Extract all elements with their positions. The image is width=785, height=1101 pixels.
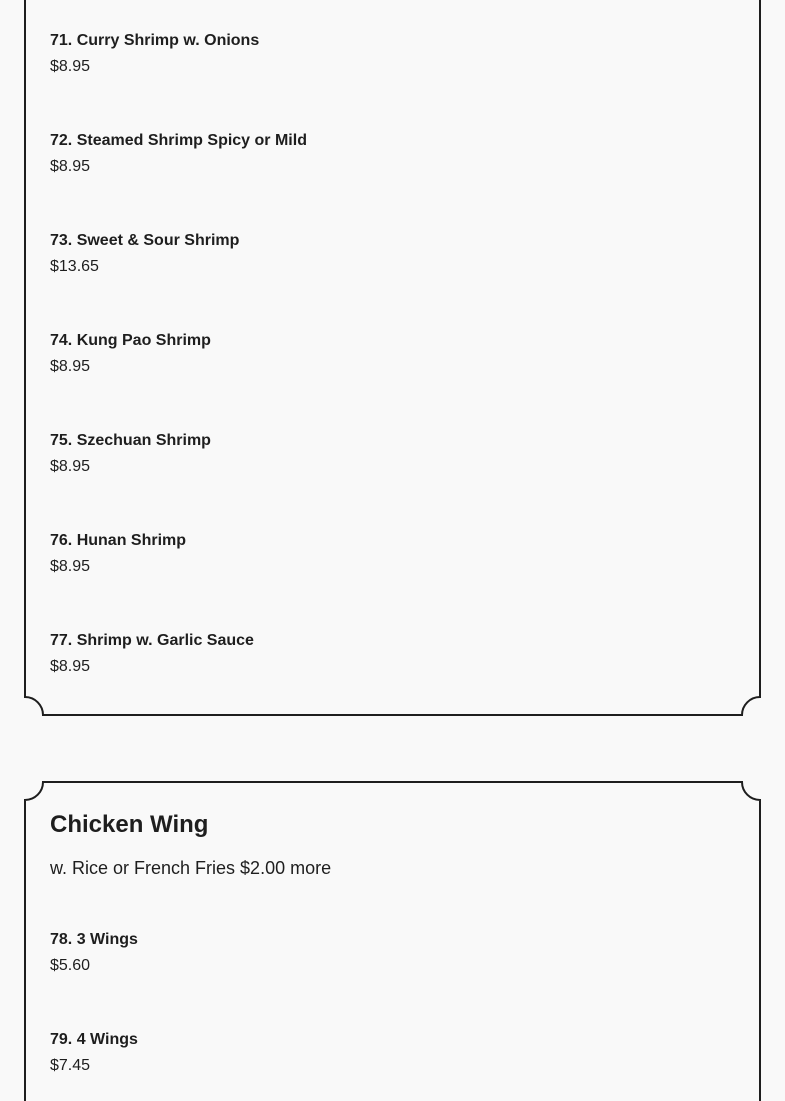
menu-item-name: 76. Hunan Shrimp: [50, 532, 187, 549]
menu-item-price: $8.95: [50, 158, 91, 175]
shrimp-menu-card: [24, 0, 761, 717]
menu-item-price: $8.95: [50, 658, 91, 675]
menu-item-name: 73. Sweet & Sour Shrimp: [50, 232, 240, 249]
menu-item-name: 77. Shrimp w. Garlic Sauce: [50, 632, 254, 649]
menu-item[interactable]: [50, 231, 239, 277]
menu-item-price: $8.95: [50, 358, 91, 375]
menu-item-name: 78. 3 Wings: [50, 931, 138, 948]
menu-item[interactable]: [50, 131, 307, 177]
chicken-wing-menu-card: [24, 781, 761, 1101]
section-title: Chicken Wing: [50, 811, 209, 838]
menu-item[interactable]: [50, 331, 211, 377]
menu-item-name: 72. Steamed Shrimp Spicy or Mild: [50, 132, 307, 149]
menu-item-price: $5.60: [50, 957, 91, 974]
menu-item-name: 75. Szechuan Shrimp: [50, 432, 211, 449]
menu-item[interactable]: [50, 31, 259, 77]
menu-item[interactable]: [50, 631, 254, 677]
menu-item-name: 71. Curry Shrimp w. Onions: [50, 32, 260, 49]
menu-item[interactable]: [50, 1030, 138, 1076]
menu-item-name: 74. Kung Pao Shrimp: [50, 332, 211, 349]
menu-item-price: $8.95: [50, 558, 91, 575]
menu-item[interactable]: [50, 930, 138, 976]
menu-item[interactable]: [50, 531, 186, 577]
menu-item-name: 79. 4 Wings: [50, 1031, 138, 1048]
menu-item-price: $7.45: [50, 1057, 91, 1074]
menu-item-price: $8.95: [50, 58, 91, 75]
menu-item-price: $13.65: [50, 258, 99, 275]
section-description: w. Rice or French Fries $2.00 more: [50, 858, 332, 878]
menu-item-price: $8.95: [50, 458, 91, 475]
menu-item[interactable]: [50, 431, 211, 477]
